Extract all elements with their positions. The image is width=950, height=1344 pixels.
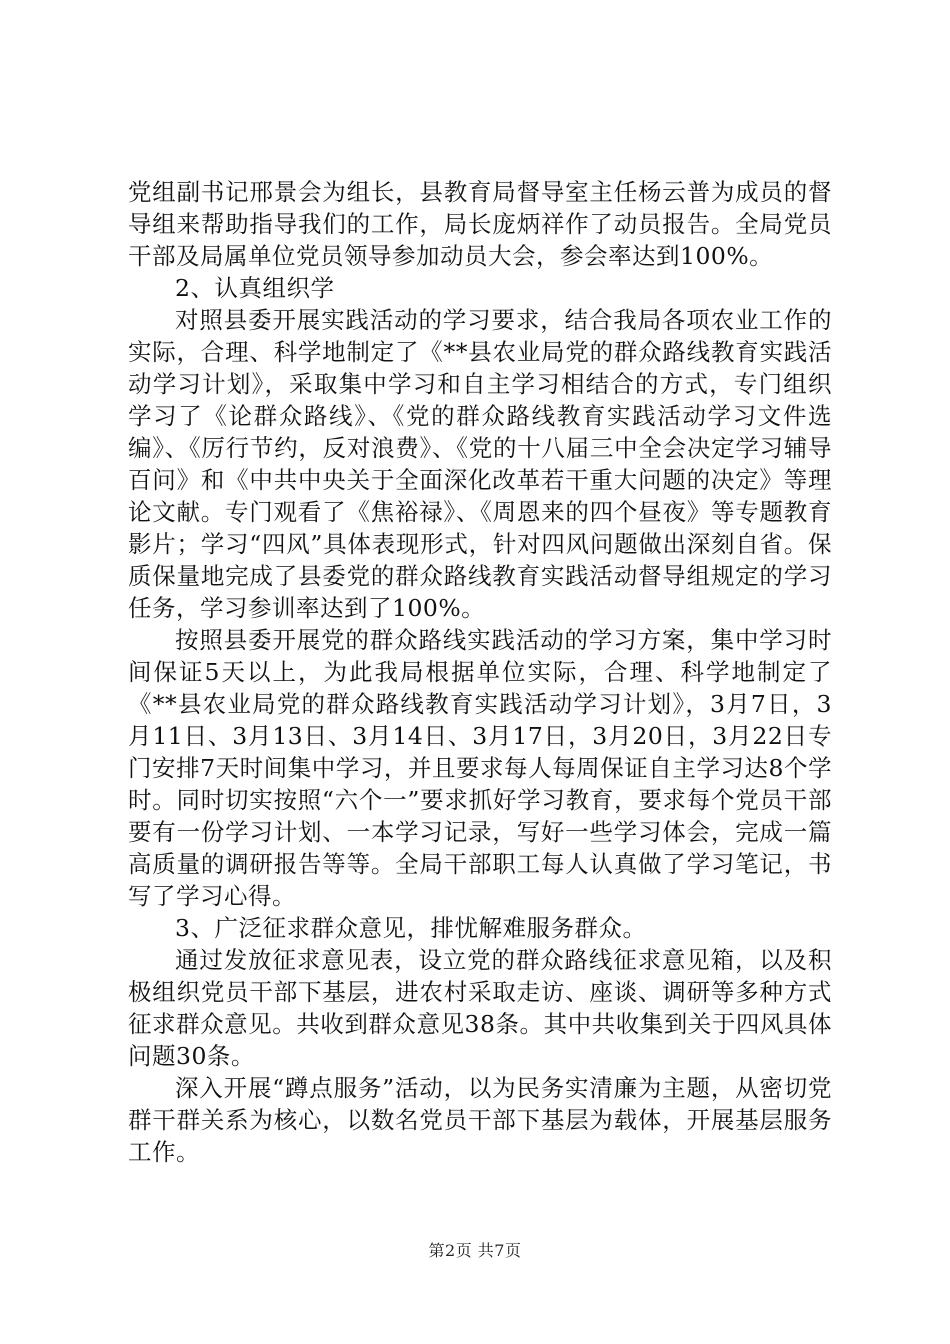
page-number-label: 第2页 共7页 — [428, 1241, 522, 1260]
paragraph-study-schedule: 按照县委开展党的群众路线实践活动的学习方案，集中学习时间保证5天以上，为此我局根据单位实际，合理、科学地制定了《**县农业局党的群众路线教育实践活动学习计划》，3月7日，3月11日、3月13日、3月14日、3月17日，3月20日，3月22日专门安排7天时间集中学习，并且要求每人每周保证自主学习达8个学时。同时切实按照“六个一”要求抓好学习教育，要求每个党员干部要有一份学习计划、一本学习记录，写好一些学习体会，完成一篇高质量的调研报告等等。全局干部职工每人认真做了学习笔记，书写了学习心得。 — [128, 626, 832, 910]
paragraph-service-activity: 深入开展“蹲点服务”活动，以为民务实清廉为主题，从密切党群干群关系为核心，以数名党员干部下基层为载体，开展基层服务工作。 — [128, 1074, 832, 1166]
section-heading-opinions: 3、广泛征求群众意见，排忧解难服务群众。 — [175, 914, 647, 942]
section-heading-study: 2、认真组织学 — [175, 274, 335, 302]
document-body — [128, 176, 832, 1168]
paragraph-study-plan: 对照县委开展实践活动的学习要求，结合我局各项农业工作的实际，合理、科学地制定了《**县农业局党的群众路线教育实践活动学习计划》，采取集中学习和自主学习相结合的方式，专门组织学习了《论群众路线》、《党的群众路线教育实践活动学习文件选编》、《厉行节约，反对浪费》、《党的十八届三中全会决定学习辅导百问》和《中共中央关于全面深化改革若干重大问题的决定》等理论文献。专门观看了《焦裕禄》、《周恩来的四个昼夜》等专题教育影片；学习“四风”具体表现形式，针对四风问题做出深刻自省。保质保量地完成了县委党的群众路线教育实践活动督导组规定的学习任务，学习参训率达到了100%。 — [128, 306, 832, 622]
page-footer — [0, 1240, 950, 1262]
paragraph-opinion-collection: 通过发放征求意见表，设立党的群众路线征求意见箱，以及积极组织党员干部下基层，进农村采取走访、座谈、调研等多种方式征求群众意见。共收到群众意见38条。其中共收集到关于四风具体问题30条。 — [128, 946, 832, 1070]
paragraph-supervision-group: 党组副书记邢景会为组长，县教育局督导室主任杨云普为成员的督导组来帮助指导我们的工作，局长庞炳祥作了动员报告。全局党员干部及局属单位党员领导参加动员大会，参会率达到100%。 — [128, 178, 832, 270]
